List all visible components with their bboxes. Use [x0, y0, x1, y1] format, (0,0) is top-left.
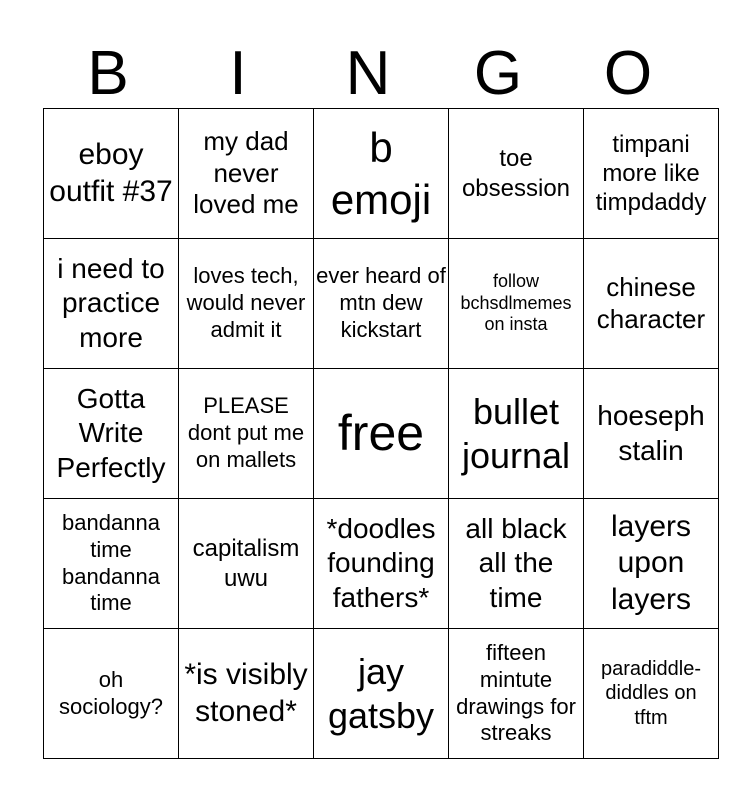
- bingo-cell[interactable]: eboy outfit #37: [44, 109, 179, 239]
- bingo-cell[interactable]: chinese character: [584, 239, 719, 369]
- bingo-cell[interactable]: layers upon layers: [584, 499, 719, 629]
- bingo-header: [43, 40, 693, 108]
- bingo-cell[interactable]: loves tech, would never admit it: [179, 239, 314, 369]
- bingo-cell[interactable]: fifteen mintute drawings for streaks: [449, 629, 584, 759]
- grid-row: [44, 629, 719, 759]
- bingo-cell[interactable]: timpani more like timpdaddy: [584, 109, 719, 239]
- header-letter-i: I: [229, 39, 247, 108]
- header-letter-n: N: [345, 39, 391, 108]
- grid-row: [44, 109, 719, 239]
- bingo-cell[interactable]: oh sociology?: [44, 629, 179, 759]
- bingo-cell[interactable]: *is visibly stoned*: [179, 629, 314, 759]
- bingo-cell[interactable]: b emoji: [314, 109, 449, 239]
- free-space[interactable]: free: [314, 369, 449, 499]
- header-letter-b: B: [87, 39, 129, 108]
- bingo-cell[interactable]: all black all the time: [449, 499, 584, 629]
- bingo-cell[interactable]: *doodles founding fathers*: [314, 499, 449, 629]
- bingo-cell[interactable]: toe obsession: [449, 109, 584, 239]
- grid-row: [44, 499, 719, 629]
- grid-row: [44, 369, 719, 499]
- bingo-cell[interactable]: capitalism uwu: [179, 499, 314, 629]
- bingo-cell[interactable]: my dad never loved me: [179, 109, 314, 239]
- bingo-cell[interactable]: bullet journal: [449, 369, 584, 499]
- bingo-cell[interactable]: bandanna time bandanna time: [44, 499, 179, 629]
- bingo-cell[interactable]: i need to practice more: [44, 239, 179, 369]
- bingo-cell[interactable]: jay gatsby: [314, 629, 449, 759]
- header-letter-g: G: [473, 39, 523, 108]
- header-letter-o: O: [603, 39, 653, 108]
- grid-row: [44, 239, 719, 369]
- bingo-grid: [43, 108, 719, 759]
- bingo-cell[interactable]: Gotta Write Perfectly: [44, 369, 179, 499]
- bingo-cell[interactable]: hoeseph stalin: [584, 369, 719, 499]
- bingo-cell[interactable]: PLEASE dont put me on mallets: [179, 369, 314, 499]
- bingo-cell[interactable]: follow bchsdlmemes on insta: [449, 239, 584, 369]
- bingo-cell[interactable]: paradiddle-diddles on tftm: [584, 629, 719, 759]
- bingo-cell[interactable]: ever heard of mtn dew kickstart: [314, 239, 449, 369]
